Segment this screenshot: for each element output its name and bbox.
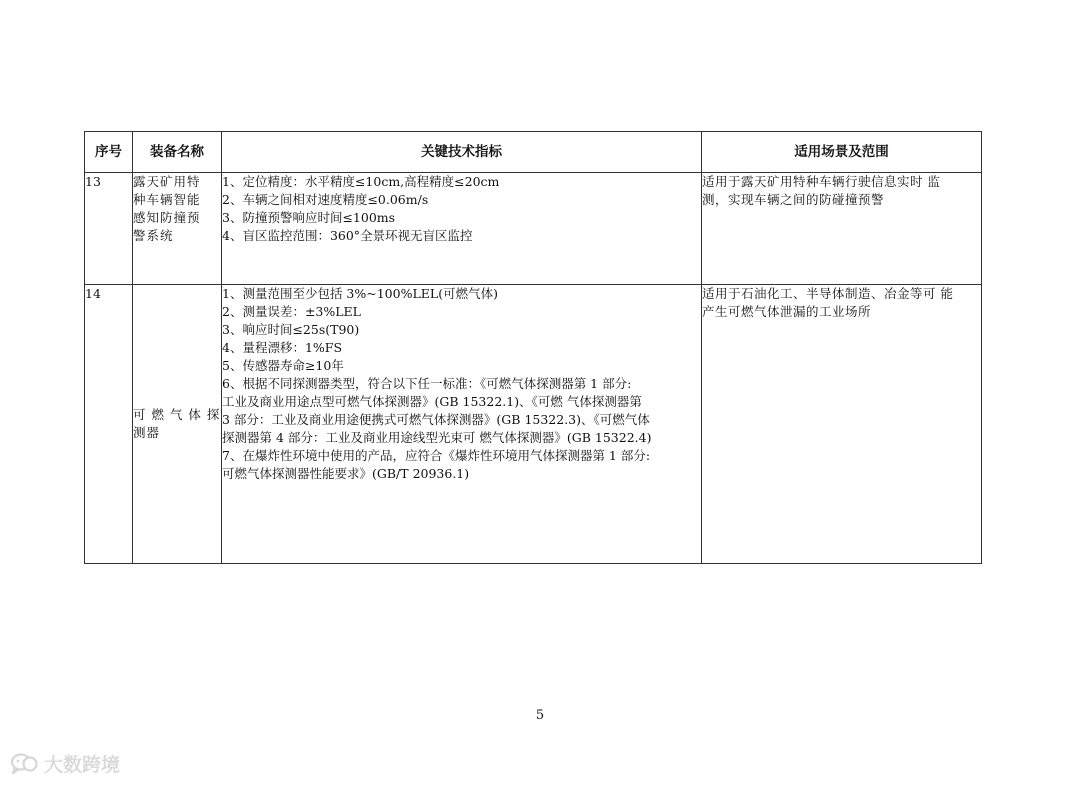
table-row	[85, 173, 982, 285]
table-row	[85, 285, 982, 564]
row-number: 13	[85, 173, 133, 285]
page-number: 5	[535, 708, 545, 723]
indicator-line: 3、防撞预警响应时间≤100ms	[222, 210, 396, 225]
row-number: 14	[85, 285, 133, 564]
indicator-line: 2、车辆之间相对速度精度≤0.06m/s	[222, 192, 429, 207]
indicator-line: 2、测量误差：±3%LEL	[222, 304, 361, 319]
table-header-row	[85, 132, 982, 173]
wechat-logo-icon	[10, 753, 40, 775]
scope-line: 产生可燃气体泄漏的工业场所	[702, 304, 872, 319]
indicator-line: 6、根据不同探测器类型，符合以下任一标准：《可燃气体探测器第 1 部分:	[222, 376, 632, 391]
equipment-name-line: 测器	[133, 425, 161, 440]
indicator-line: 探测器第 4 部分：工业及商业用途线型光束可 燃气体探测器》(GB 15322.4)	[222, 430, 652, 445]
indicator-line: 7、在爆炸性环境中使用的产品，应符合《爆炸性环境用气体探测器第 1 部分:	[222, 448, 651, 463]
indicator-line: 1、测量范围至少包括 3%~100%LEL(可燃气体)	[222, 286, 498, 301]
watermark-text: 大数跨境	[44, 754, 121, 776]
watermark	[10, 750, 120, 777]
application-scope	[702, 285, 982, 564]
equipment-name	[133, 285, 222, 564]
equipment-name-line: 种车辆智能	[133, 192, 201, 207]
indicator-line: 4、盲区监控范围：360°全景环视无盲区监控	[222, 228, 473, 243]
application-scope	[702, 173, 982, 285]
indicator-line: 可燃气体探测器性能要求》(GB/T 20936.1)	[222, 466, 470, 481]
indicator-line: 3、响应时间≤25s(T90)	[222, 322, 360, 337]
header-key-indicators: 关键技术指标	[222, 132, 702, 173]
header-application-scope: 适用场景及范围	[702, 132, 982, 173]
indicator-line: 1、定位精度：水平精度≤10cm,高程精度≤20cm	[222, 174, 500, 189]
equipment-name-line: 感知防撞预	[133, 210, 201, 225]
indicator-line: 3 部分：工业及商业用途便携式可燃气体探测器》(GB 15322.3)、《可燃气体	[222, 412, 650, 427]
scope-line: 适用于石油化工、半导体制造、冶金等可 能	[702, 286, 954, 301]
scope-line: 适用于露天矿用特种车辆行驶信息实时 监	[702, 174, 941, 189]
equipment-name-line: 警系统	[133, 228, 174, 243]
key-indicators	[222, 173, 702, 285]
equipment-spec-table	[84, 131, 982, 564]
equipment-name-line: 露天矿用特	[133, 174, 201, 189]
key-indicators	[222, 285, 702, 564]
header-equipment-name: 装备名称	[133, 132, 222, 173]
equipment-name-line: 可 燃 气 体 探	[133, 407, 221, 422]
indicator-line: 4、量程漂移：1%FS	[222, 340, 343, 355]
scope-line: 测，实现车辆之间的防碰撞预警	[702, 192, 885, 207]
equipment-name	[133, 173, 222, 285]
indicator-line: 工业及商业用途点型可燃气体探测器》(GB 15322.1)、《可燃 气体探测器第	[222, 394, 642, 409]
indicator-line: 5、传感器寿命≥10年	[222, 358, 344, 373]
header-seq-no: 序号	[85, 132, 133, 173]
